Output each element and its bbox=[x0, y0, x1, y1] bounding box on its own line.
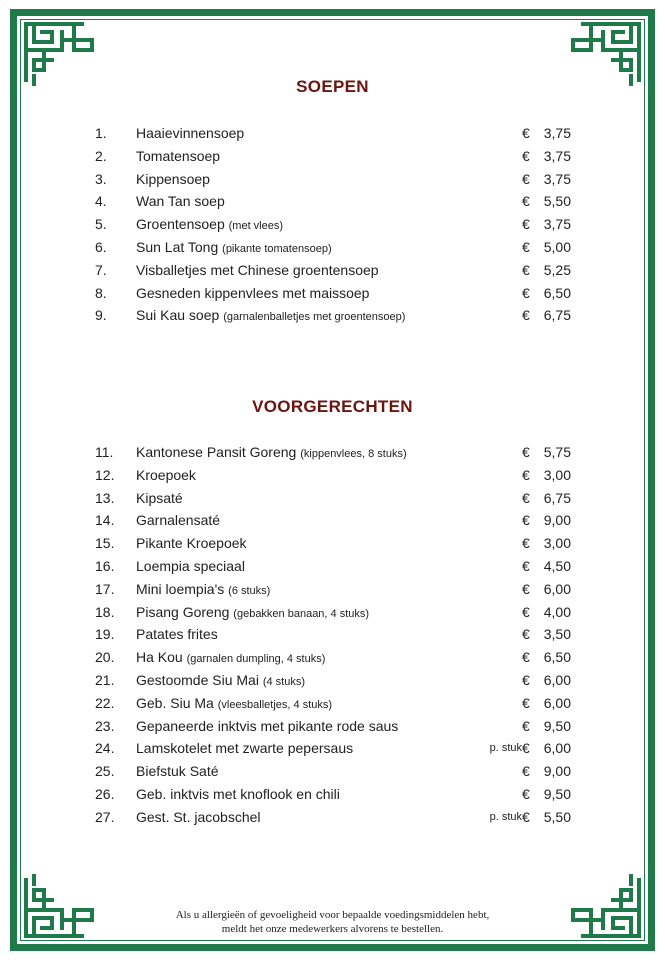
section-title-voorgerechten: VOORGERECHTEN bbox=[252, 397, 413, 416]
menu-item-name bbox=[136, 145, 220, 168]
menu-item-number: 9. bbox=[95, 307, 107, 324]
menu-item-name-text: Kipsaté bbox=[136, 489, 183, 506]
menu-item-name bbox=[136, 601, 369, 626]
currency-symbol: € bbox=[522, 444, 530, 460]
menu-item-number: 26. bbox=[95, 785, 115, 802]
currency-symbol: € bbox=[522, 466, 530, 483]
currency-symbol: € bbox=[522, 170, 530, 187]
menu-item-name-text: Kantonese Pansit Goreng bbox=[136, 444, 297, 460]
menu-item-number: 15. bbox=[95, 535, 115, 552]
allergy-notice-line-2: meldt het onze medewerkers alvorens te bestellen. bbox=[221, 923, 444, 935]
menu-item-name bbox=[136, 783, 340, 806]
menu-item-note: (4 stuks) bbox=[262, 675, 306, 688]
currency-symbol: € bbox=[522, 649, 530, 666]
menu-item-number: 13. bbox=[95, 489, 115, 506]
menu-item-price: 6,00 bbox=[543, 740, 571, 757]
menu-item-price: 6,00 bbox=[543, 694, 571, 711]
menu-item-price: 6,50 bbox=[543, 649, 571, 666]
currency-symbol: € bbox=[522, 763, 530, 780]
menu-item-name bbox=[136, 236, 332, 261]
menu-item bbox=[95, 578, 575, 601]
menu-item-number: 12. bbox=[95, 466, 115, 483]
menu-item-price: 5,75 bbox=[543, 444, 571, 460]
menu-item-name bbox=[136, 509, 220, 532]
menu-item-name-text: Pisang Goreng bbox=[136, 603, 230, 620]
menu-item-price: 9,50 bbox=[543, 717, 571, 734]
menu-item bbox=[95, 783, 575, 806]
menu-list-voorgerechten bbox=[95, 441, 575, 829]
menu-item-number: 27. bbox=[95, 808, 115, 825]
currency-symbol: € bbox=[522, 580, 530, 597]
menu-item-name bbox=[136, 190, 225, 213]
menu-item-number: 24. bbox=[95, 740, 115, 757]
menu-item-name bbox=[136, 692, 332, 717]
menu-item bbox=[95, 692, 575, 715]
menu-item-price: 5,50 bbox=[543, 193, 571, 210]
menu-item bbox=[95, 623, 575, 646]
menu-item bbox=[95, 259, 575, 282]
menu-item-name-text: Groentensoep bbox=[136, 216, 225, 233]
menu-item-name bbox=[136, 464, 196, 487]
currency-symbol: € bbox=[522, 717, 530, 734]
menu-item bbox=[95, 487, 575, 510]
allergy-notice bbox=[0, 908, 665, 936]
allergy-notice-line-1: Als u allergieën of gevoeligheid voor bepaalde voedingsmiddelen hebt, bbox=[175, 909, 490, 921]
menu-item-name bbox=[136, 737, 353, 760]
menu-item-price: 6,75 bbox=[543, 489, 571, 506]
menu-item bbox=[95, 168, 575, 191]
menu-item-name-text: Kroepoek bbox=[136, 466, 196, 483]
menu-item bbox=[95, 441, 575, 464]
menu-item-price: 5,25 bbox=[543, 261, 571, 278]
menu-item-number: 14. bbox=[95, 512, 115, 529]
menu-item-name bbox=[136, 304, 405, 329]
menu-item-price: 6,75 bbox=[543, 307, 571, 324]
menu-item-name bbox=[136, 806, 261, 829]
menu-item-note: (6 stuks) bbox=[228, 584, 271, 597]
menu-item bbox=[95, 304, 575, 327]
menu-item-price: 9,00 bbox=[543, 763, 571, 780]
menu-item-name-text: Gepaneerde inktvis met pikante rode saus bbox=[136, 717, 399, 734]
menu-item-name-text: Pikante Kroepoek bbox=[136, 535, 247, 552]
currency-symbol: € bbox=[522, 307, 530, 324]
menu-item-number: 4. bbox=[95, 193, 107, 210]
menu-item-name bbox=[136, 168, 210, 191]
menu-item-name-text: Gesneden kippenvlees met maissoep bbox=[136, 284, 370, 301]
menu-item-price: 3,50 bbox=[543, 626, 571, 643]
currency-symbol: € bbox=[522, 193, 530, 210]
menu-item-name-text: Patates frites bbox=[136, 626, 218, 643]
currency-symbol: € bbox=[522, 603, 530, 620]
menu-item-name-text: Sui Kau soep bbox=[136, 307, 220, 324]
menu-item bbox=[95, 555, 575, 578]
menu-item-number: 3. bbox=[95, 170, 107, 187]
currency-symbol: € bbox=[522, 512, 530, 529]
menu-item-name bbox=[136, 715, 398, 738]
menu-item bbox=[95, 145, 575, 168]
menu-item bbox=[95, 737, 575, 760]
menu-item-name-text: Tomatensoep bbox=[136, 147, 221, 164]
menu-item bbox=[95, 464, 575, 487]
menu-item bbox=[95, 213, 575, 236]
currency-symbol: € bbox=[522, 557, 530, 574]
menu-item bbox=[95, 282, 575, 305]
menu-item-note: (met vlees) bbox=[228, 220, 284, 233]
menu-item-number: 16. bbox=[95, 557, 115, 574]
menu-item-name bbox=[136, 487, 183, 510]
currency-symbol: € bbox=[522, 261, 530, 278]
currency-symbol: € bbox=[522, 535, 530, 552]
menu-item-number: 19. bbox=[95, 626, 115, 643]
menu-item-number: 18. bbox=[95, 603, 115, 620]
menu-item-number: 8. bbox=[95, 284, 107, 301]
menu-item bbox=[95, 236, 575, 259]
currency-symbol: € bbox=[522, 740, 530, 757]
menu-item-price: 6,00 bbox=[543, 580, 571, 597]
menu-item bbox=[95, 190, 575, 213]
menu-item-name-text: Ha Kou bbox=[136, 649, 183, 666]
menu-item-price: 6,50 bbox=[543, 284, 571, 301]
menu-item-note: (vleesballetjes, 4 stuks) bbox=[217, 698, 333, 711]
menu-item-name bbox=[136, 532, 247, 555]
currency-symbol: € bbox=[522, 808, 530, 825]
menu-item-name bbox=[136, 555, 245, 578]
menu-item-name bbox=[136, 669, 305, 694]
currency-symbol: € bbox=[522, 284, 530, 301]
menu-item-note: (garnalen dumpling, 4 stuks) bbox=[186, 653, 326, 666]
menu-item-name bbox=[136, 646, 325, 671]
menu-item bbox=[95, 122, 575, 145]
menu-item bbox=[95, 715, 575, 738]
menu-item-name-text: Gestoomde Siu Mai bbox=[136, 671, 259, 688]
currency-symbol: € bbox=[522, 489, 530, 506]
menu-item-price: 3,75 bbox=[543, 147, 571, 164]
menu-item-number: 1. bbox=[95, 125, 107, 141]
menu-item-name bbox=[136, 259, 379, 282]
menu-item-number: 5. bbox=[95, 216, 107, 233]
menu-item-price: 4,50 bbox=[543, 557, 571, 574]
menu-item-name bbox=[136, 578, 270, 603]
menu-item-name-text: Loempia speciaal bbox=[136, 557, 245, 574]
menu-item-name bbox=[136, 213, 283, 238]
menu-item-name-text: Mini loempia's bbox=[136, 580, 225, 597]
menu-item-name bbox=[136, 122, 244, 145]
menu-item-number: 23. bbox=[95, 717, 115, 734]
menu-item bbox=[95, 509, 575, 532]
menu-item-name-text: Biefstuk Saté bbox=[136, 763, 219, 780]
menu-item-name-text: Sun Lat Tong bbox=[136, 238, 219, 255]
menu-item bbox=[95, 806, 575, 829]
menu-item bbox=[95, 646, 575, 669]
section-title-soepen: SOEPEN bbox=[296, 77, 369, 96]
menu-item-price: 3,75 bbox=[543, 170, 571, 187]
menu-item-unit: p. stuk bbox=[489, 810, 522, 823]
menu-item-price: 9,00 bbox=[543, 512, 571, 529]
menu-item-name-text: Haaievinnensoep bbox=[136, 125, 245, 141]
menu-item-price: 3,75 bbox=[543, 216, 571, 233]
currency-symbol: € bbox=[522, 147, 530, 164]
menu-item bbox=[95, 669, 575, 692]
menu-item-name-text: Lamskotelet met zwarte pepersaus bbox=[136, 740, 354, 757]
menu-item-name-text: Geb. inktvis met knoflook en chili bbox=[136, 785, 340, 802]
menu-item-name-text: Geb. Siu Ma bbox=[136, 694, 214, 711]
currency-symbol: € bbox=[522, 125, 530, 141]
menu-item-name-text: Wan Tan soep bbox=[136, 193, 225, 210]
menu-item-price: 3,00 bbox=[543, 535, 571, 552]
menu-item bbox=[95, 601, 575, 624]
menu-item-note: (pikante tomatensoep) bbox=[222, 242, 332, 255]
currency-symbol: € bbox=[522, 694, 530, 711]
menu-item-number: 6. bbox=[95, 238, 107, 255]
menu-item-unit: p. stuk bbox=[489, 742, 522, 755]
menu-item-price: 4,00 bbox=[543, 603, 571, 620]
menu-item bbox=[95, 760, 575, 783]
menu-item-number: 17. bbox=[95, 580, 115, 597]
menu-item-price: 5,50 bbox=[543, 808, 571, 825]
currency-symbol: € bbox=[522, 216, 530, 233]
currency-symbol: € bbox=[522, 671, 530, 688]
menu-list-soepen bbox=[95, 122, 575, 327]
menu-item-number: 11. bbox=[95, 444, 114, 460]
menu-item-number: 7. bbox=[95, 261, 107, 278]
menu-item-name-text: Visballetjes met Chinese groentensoep bbox=[136, 261, 379, 278]
menu-item-name-text: Gest. St. jacobschel bbox=[136, 808, 261, 825]
menu-item-name bbox=[136, 441, 407, 466]
menu-item-name bbox=[136, 760, 219, 783]
menu-item-name bbox=[136, 282, 369, 305]
currency-symbol: € bbox=[522, 785, 530, 802]
menu-item-note: (garnalenballetjes met groentensoep) bbox=[223, 311, 406, 324]
menu-item-note: (gebakken banaan, 4 stuks) bbox=[233, 607, 370, 620]
menu-item-number: 20. bbox=[95, 649, 115, 666]
menu-item-name bbox=[136, 623, 218, 646]
menu-item-price: 3,75 bbox=[543, 125, 571, 141]
menu-item-price: 9,50 bbox=[543, 785, 571, 802]
menu-item-price: 3,00 bbox=[543, 466, 571, 483]
menu-item-number: 21. bbox=[95, 671, 115, 688]
currency-symbol: € bbox=[522, 626, 530, 643]
menu-item-number: 2. bbox=[95, 147, 107, 164]
menu-item-name-text: Kippensoep bbox=[136, 170, 210, 187]
menu-item-price: 6,00 bbox=[543, 671, 571, 688]
menu-item-number: 22. bbox=[95, 694, 115, 711]
currency-symbol: € bbox=[522, 238, 530, 255]
menu-item-price: 5,00 bbox=[543, 238, 571, 255]
menu-item-number: 25. bbox=[95, 763, 115, 780]
menu-item-name-text: Garnalensaté bbox=[136, 512, 221, 529]
menu-item-note: (kippenvlees, 8 stuks) bbox=[300, 448, 407, 460]
menu-item bbox=[95, 532, 575, 555]
